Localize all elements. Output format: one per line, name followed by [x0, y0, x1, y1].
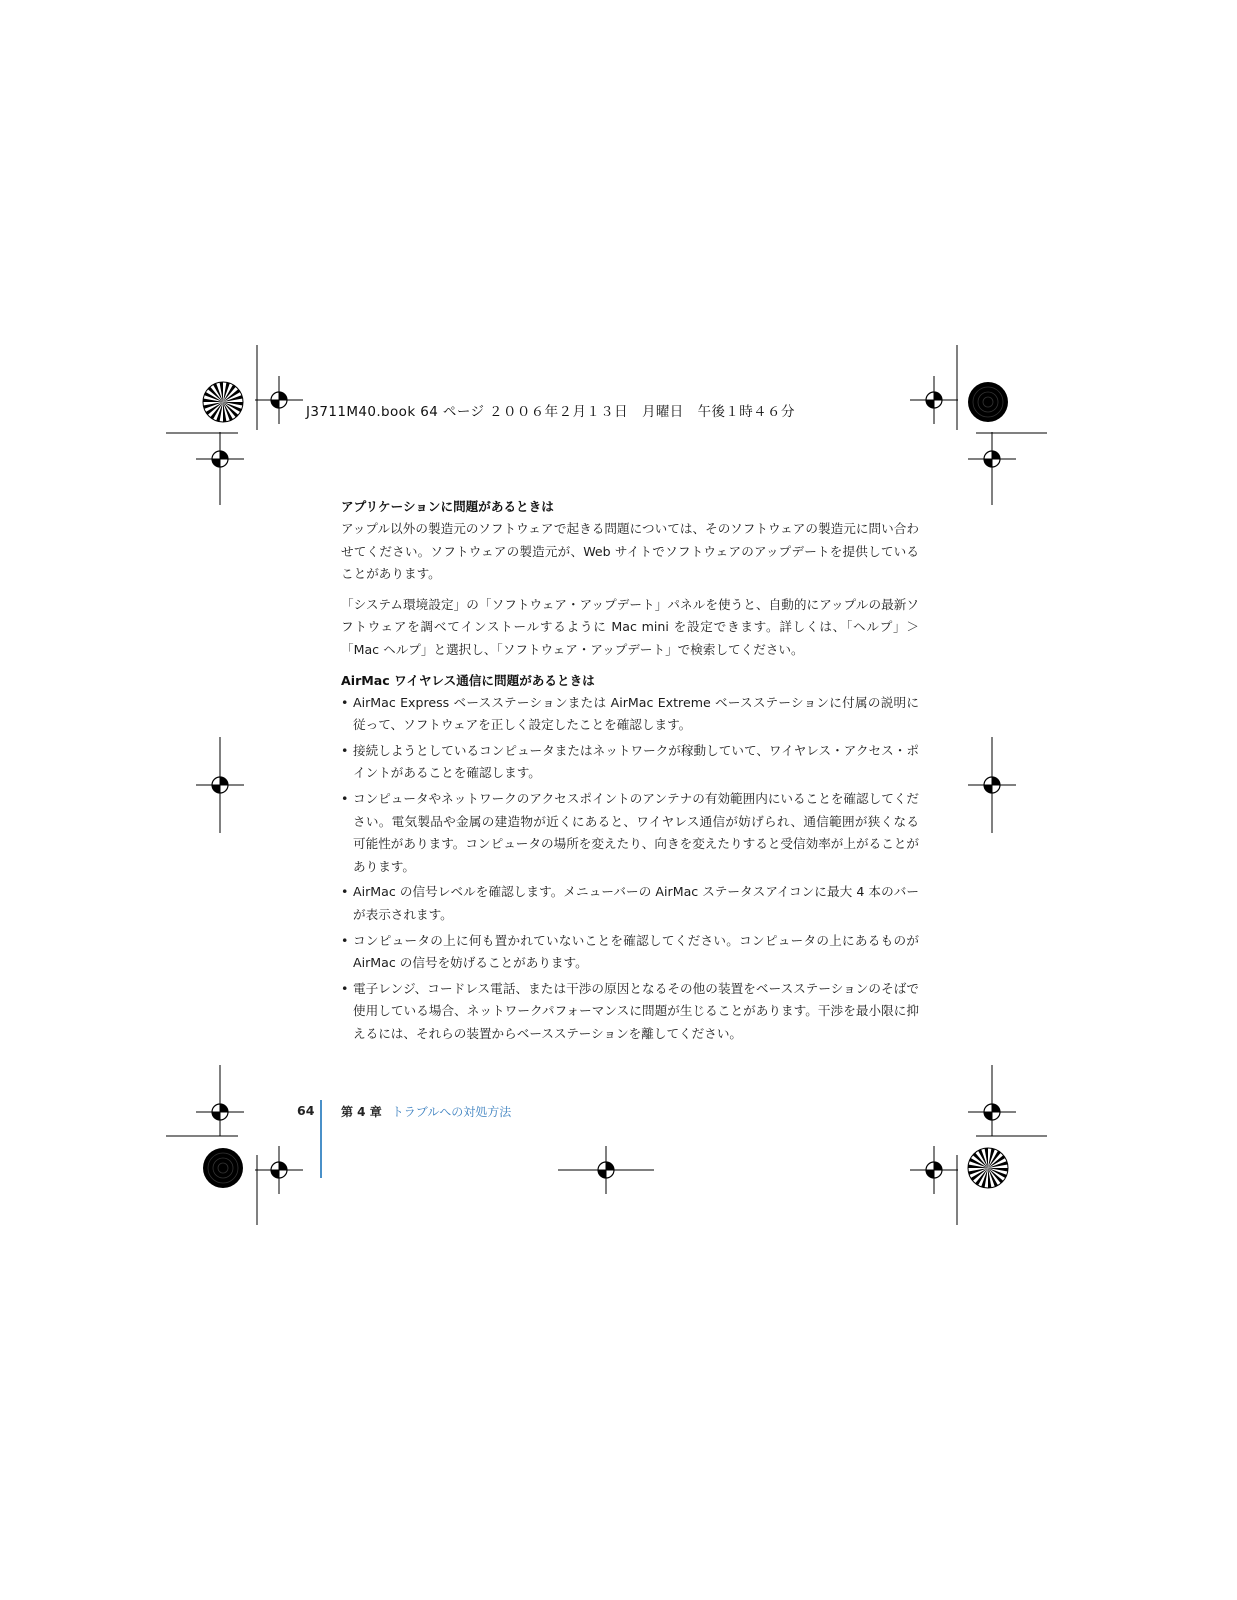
list-item	[341, 692, 919, 737]
footer-chapter	[341, 1103, 511, 1120]
page-number: 64	[297, 1103, 315, 1118]
bullet-icon: •	[341, 742, 349, 758]
list-item-text: AirMac の信号レベルを確認します。メニューバーの AirMac ステータスアイコンに最大 4 本のバーが表示されます。	[353, 884, 919, 922]
bullet-icon: •	[341, 790, 349, 806]
list-item-text: 電子レンジ、コードレス電話、または干渉の原因となるその他の装置をベースステーションのそばで使用している場合、ネットワークパフォーマンスに問題が生じることがあります。干渉を最小限に抑えるには、それらの装置からベースステーションを離してください。	[353, 980, 919, 1041]
disc-mark-bottom-left	[203, 1148, 243, 1188]
chapter-title: トラブルへの対処方法	[391, 1105, 512, 1119]
list-item-text: コンピュータやネットワークのアクセスポイントのアンテナの有効範囲内にいることを確認してください。電気製品や金属の建造物が近くにあると、ワイヤレス通信が妨げられ、通信範囲が狭くなる可能性があります。コンピュータの場所を変えたり、向きを変えたりすると受信効率が上がることがあります。	[353, 790, 919, 874]
paragraph: アップル以外の製造元のソフトウェアで起きる問題については、そのソフトウェアの製造元に問い合わせてください。ソフトウェアの製造元が、Web サイトでソフトウェアのアップデートを提供していることがあります。	[341, 521, 919, 582]
bullet-icon: •	[341, 980, 349, 996]
slug-line: J3711M40.book 64 ページ ２００６年２月１３日 月曜日 午後１時４６分	[306, 404, 795, 420]
bullet-icon: •	[341, 932, 349, 948]
list-item	[341, 740, 919, 785]
footer-divider	[320, 1100, 322, 1178]
disc-mark-top-right	[968, 382, 1008, 422]
sunburst-mark-top-left	[203, 382, 243, 422]
list-item	[341, 930, 919, 975]
bullet-icon: •	[341, 884, 349, 900]
registration-mark	[910, 376, 958, 424]
list-item-text: AirMac Express ベースステーションまたは AirMac Extreme ベースステーションに付属の説明に従って、ソフトウェアを正しく設定したことを確認します。	[353, 694, 919, 733]
section-heading: AirMac ワイヤレス通信に問題があるときは	[341, 672, 595, 688]
paragraph: 「システム環境設定」の「ソフトウェア・アップデート」パネルを使うと、自動的にアップルの最新ソフトウェアを調べてインストールするように Mac mini を設定できます。詳しくは、「ヘルプ」＞「Mac ヘルプ」と選択し、「ソフトウェア・アップデート」で検索してください。	[341, 596, 919, 657]
registration-mark	[255, 1146, 303, 1194]
list-item	[341, 978, 919, 1046]
list-item	[341, 788, 919, 878]
bullet-list	[341, 692, 919, 1046]
section-heading: アプリケーションに問題があるときは	[341, 499, 554, 514]
sunburst-mark-bottom-right	[968, 1148, 1008, 1188]
list-item-text: コンピュータの上に何も置かれていないことを確認してください。コンピュータの上にあるものが AirMac の信号を妨げることがあります。	[353, 932, 919, 971]
registration-mark	[910, 1146, 958, 1194]
registration-mark	[255, 376, 303, 424]
bullet-icon: •	[341, 694, 349, 710]
body-content	[341, 496, 919, 1048]
chapter-label: 第 4 章	[341, 1105, 382, 1119]
list-item	[341, 881, 919, 926]
list-item-text: 接続しようとしているコンピュータまたはネットワークが稼動していて、ワイヤレス・アクセス・ポイントがあることを確認します。	[353, 742, 919, 781]
